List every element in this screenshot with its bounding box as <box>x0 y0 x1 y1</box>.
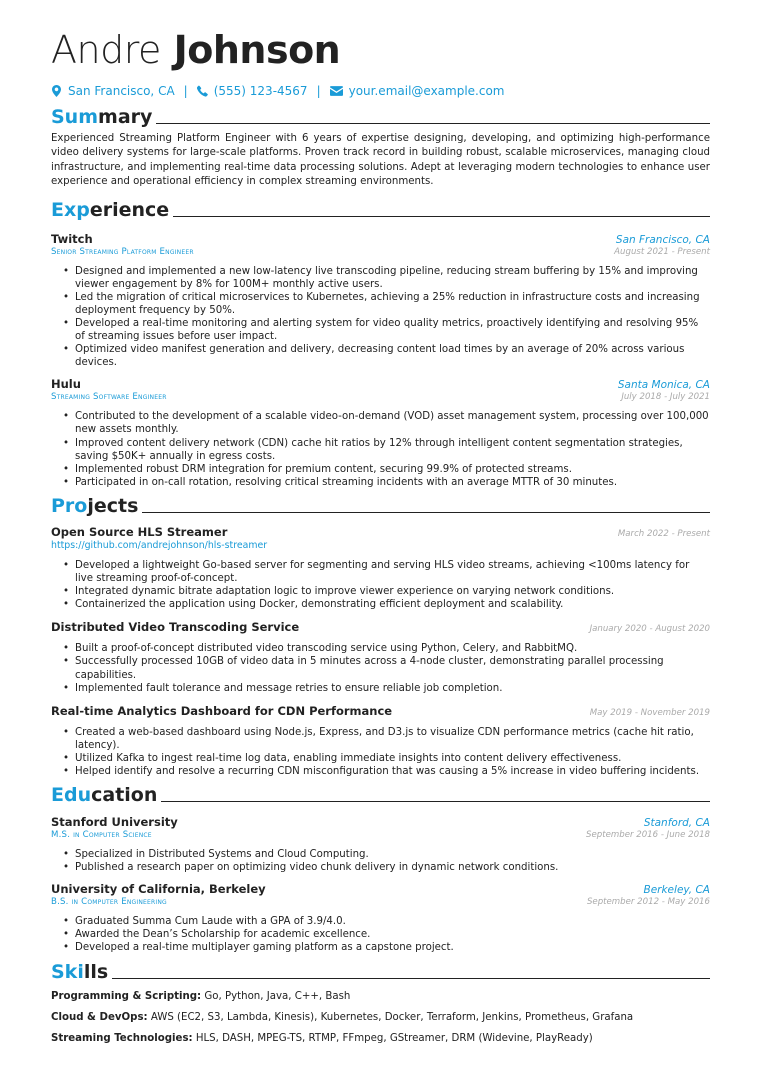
list-item: • Developed a real-time multiplayer gaming platform as a capstone project. <box>63 941 710 954</box>
list-item: • Awarded the Dean’s Scholarship for academic excellence. <box>63 928 710 941</box>
school-name: Stanford University <box>51 815 178 830</box>
skills-value: AWS (EC2, S3, Lambda, Kinesis), Kubernetes, Docker, Terraform, Jenkins, Prometheus, Grafana <box>150 1011 634 1023</box>
education-dates: September 2016 - June 2018 <box>586 830 710 841</box>
list-item: • Developed a real-time monitoring and alerting system for video quality metrics, proactively identifying and resolving 95% of streaming issues before user impact. <box>63 317 710 343</box>
education-entry <box>51 882 710 954</box>
list-item: • Containerized the application using Docker, demonstrating efficient deployment and scalability. <box>63 598 710 611</box>
bullet-list <box>51 726 710 778</box>
project-link[interactable]: https://github.com/andrejohnson/hls-streamer <box>51 539 268 551</box>
job-dates: July 2018 - July 2021 <box>621 392 710 403</box>
skills-row <box>51 990 710 1004</box>
skills-label: Cloud & DevOps: <box>51 1011 148 1023</box>
job-title: Streaming Software Engineer <box>51 392 167 403</box>
skills-row <box>51 1032 710 1046</box>
project-name: Real-time Analytics Dashboard for CDN Performance <box>51 703 393 718</box>
last-name: Johnson <box>173 28 341 72</box>
summary-text: Experienced Streaming Platform Engineer with 6 years of expertise designing, developing, and optimizing high-performance video delivery systems for large-scale platforms. Proven track record in building robust, scalable microservices, managing cloud infrastructure, and implementing real-time data processing solutions. Adept at leveraging modern technologies to enhance user experience and operational efficiency in complex streaming environments. <box>51 133 710 188</box>
contact-line <box>51 84 710 98</box>
candidate-name <box>51 28 710 72</box>
school-name: University of California, Berkeley <box>51 882 266 897</box>
projects-heading <box>51 495 710 517</box>
bullet-list <box>51 410 710 489</box>
list-item: • Created a web-based dashboard using Node.js, Express, and D3.js to visualize CDN performance metrics (cache hit ratio, latency). <box>63 726 710 752</box>
degree: M.S. in Computer Science <box>51 830 152 841</box>
skills-heading-accent: Ski <box>51 960 84 983</box>
list-item: • Specialized in Distributed Systems and Cloud Computing. <box>63 848 710 861</box>
list-item: • Built a proof-of-concept distributed video transcoding service using Python, Celery, and RabbitMQ. <box>63 642 710 655</box>
employer-name: Hulu <box>51 377 81 392</box>
skills-value: HLS, DASH, MPEG-TS, RTMP, FFmpeg, GStreamer, DRM (Widevine, PlayReady) <box>195 1032 593 1044</box>
bullet-list <box>51 848 710 874</box>
list-item: • Published a research paper on optimizing video chunk delivery in dynamic network conditions. <box>63 861 710 874</box>
section-divider <box>161 801 710 802</box>
experience-entry-hulu <box>51 377 710 489</box>
project-dates: May 2019 - November 2019 <box>589 707 710 718</box>
experience-heading <box>51 199 710 221</box>
list-item: • Implemented robust DRM integration for premium content, securing 99.9% of protected streams. <box>63 463 710 476</box>
summary-heading <box>51 106 710 128</box>
experience-entry-twitch <box>51 232 710 370</box>
summary-heading-accent: Sum <box>51 106 99 128</box>
list-item: • Successfully processed 10GB of video data in 5 minutes across a 4-node cluster, demonstrating parallel processing capabilities. <box>63 655 710 681</box>
projects-heading-accent: Pro <box>51 494 88 517</box>
education-heading <box>51 784 710 806</box>
skills-label: Streaming Technologies: <box>51 1032 193 1044</box>
phone-text: (555) 123-4567 <box>213 84 308 98</box>
list-item: • Designed and implemented a new low-latency live transcoding pipeline, reducing stream buffering by 15% and improving viewer engagement by 8% for 100M+ monthly active users. <box>63 265 710 291</box>
experience-heading-accent: Exp <box>51 198 90 221</box>
contact-separator: | <box>316 84 321 98</box>
list-item: • Integrated dynamic bitrate adaptation logic to improve viewer experience on varying network conditions. <box>63 585 710 598</box>
education-entry <box>51 815 710 874</box>
section-divider <box>142 512 710 513</box>
list-item: • Implemented fault tolerance and message retries to ensure reliable job completion. <box>63 682 710 695</box>
list-item: • Helped identify and resolve a recurring CDN misconfiguration that was causing a 5% increase in video buffering incidents. <box>63 765 710 778</box>
list-item: • Improved content delivery network (CDN) cache hit ratios by 12% through intelligent content segmentation strategies, saving $50K+ annually in egress costs. <box>63 437 710 463</box>
project-dates: January 2020 - August 2020 <box>589 624 710 635</box>
list-item: • Graduated Summa Cum Laude with a GPA of 3.9/4.0. <box>63 915 710 928</box>
skills-row <box>51 1011 710 1025</box>
job-title: Senior Streaming Platform Engineer <box>51 246 194 257</box>
envelope-icon <box>330 85 343 97</box>
list-item: • Optimized video manifest generation and delivery, decreasing content load times by an average of 20% across various devices. <box>63 343 710 369</box>
projects-heading-rest: jects <box>87 494 139 517</box>
school-location: Stanford, CA <box>643 817 710 830</box>
project-name: Open Source HLS Streamer <box>51 524 228 539</box>
job-location: Santa Monica, CA <box>617 379 710 392</box>
bullet-list <box>51 559 710 611</box>
map-pin-icon <box>51 85 62 97</box>
skills-label: Programming & Scripting: <box>51 990 202 1002</box>
skills-heading-rest: lls <box>83 960 109 983</box>
job-dates: August 2021 - Present <box>614 246 710 257</box>
bullet-list <box>51 265 710 370</box>
employer-name: Twitch <box>51 231 93 246</box>
section-divider <box>112 978 710 979</box>
location-text: San Francisco, CA <box>68 84 175 98</box>
phone-icon <box>197 85 208 97</box>
project-entry <box>51 525 710 611</box>
bullet-list <box>51 642 710 694</box>
project-dates: March 2022 - Present <box>617 528 710 539</box>
skills-heading <box>51 961 710 983</box>
job-location: San Francisco, CA <box>615 233 710 246</box>
project-entry <box>51 704 710 778</box>
section-divider <box>173 216 710 217</box>
education-dates: September 2012 - May 2016 <box>586 897 710 908</box>
skills-value: Go, Python, Java, C++, Bash <box>204 990 351 1002</box>
list-item: • Utilized Kafka to ingest real-time log data, enabling immediate insights into content delivery effectiveness. <box>63 752 710 765</box>
first-name: Andre <box>51 28 161 72</box>
contact-separator: | <box>183 84 188 98</box>
experience-heading-rest: erience <box>89 198 170 221</box>
education-heading-rest: cation <box>91 784 158 807</box>
email-link[interactable]: your.email@example.com <box>348 84 505 98</box>
list-item: • Developed a lightweight Go-based server for segmenting and serving HLS video streams, achieving <100ms latency for live streaming proof-of-concept. <box>63 559 710 585</box>
summary-heading-rest: mary <box>98 106 153 128</box>
bullet-list <box>51 915 710 954</box>
project-name: Distributed Video Transcoding Service <box>51 620 300 635</box>
section-divider <box>156 123 710 124</box>
school-location: Berkeley, CA <box>643 884 710 897</box>
education-heading-accent: Edu <box>51 784 92 807</box>
list-item: • Led the migration of critical microservices to Kubernetes, achieving a 25% reduction in infrastructure costs and increasing deployment frequency by 50%. <box>63 291 710 317</box>
list-item: • Participated in on-call rotation, resolving critical streaming incidents with an average MTTR of 30 minutes. <box>63 476 710 489</box>
project-entry <box>51 620 710 694</box>
degree: B.S. in Computer Engineering <box>51 897 167 908</box>
list-item: • Contributed to the development of a scalable video-on-demand (VOD) asset management system, processing over 100,000 new assets monthly. <box>63 410 710 436</box>
